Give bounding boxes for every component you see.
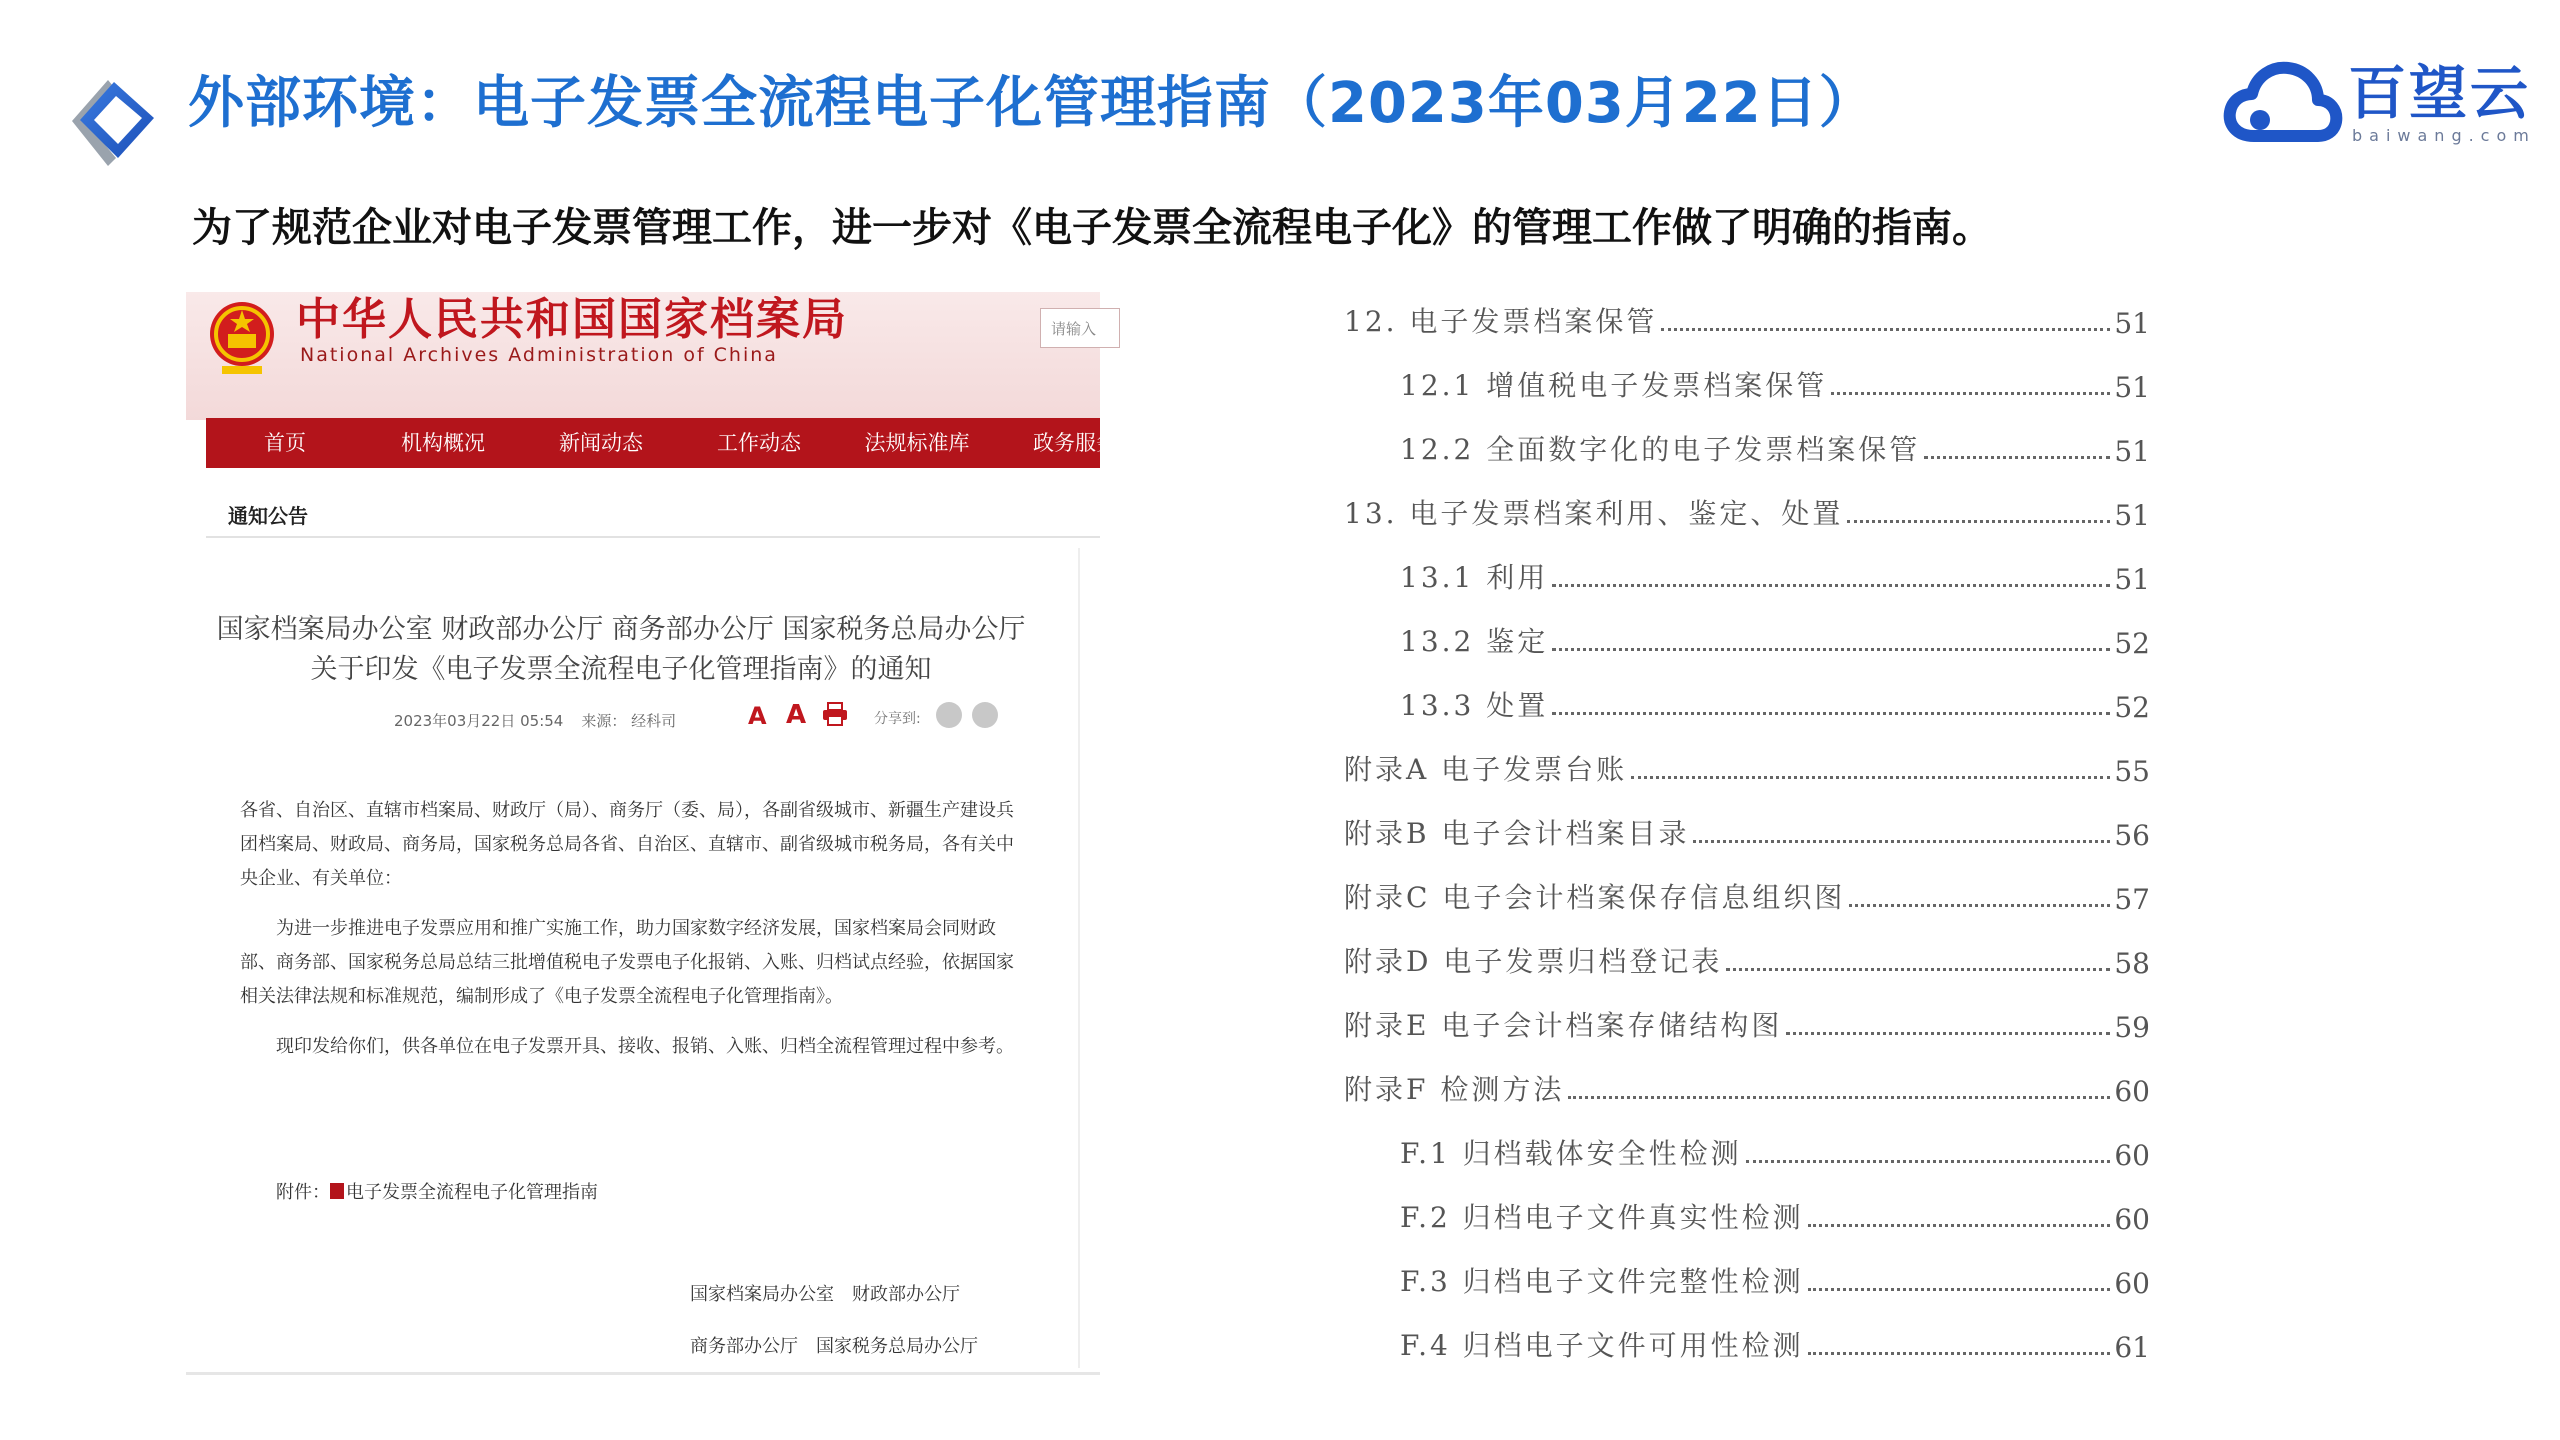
section-divider — [206, 536, 1100, 538]
slide-title: 外部环境：电子发票全流程电子化管理指南（2023年03月22日） — [188, 71, 1876, 136]
toc-entry-page: 60 — [2114, 1075, 2150, 1108]
toc-entry-title: 13.3 处置 — [1400, 689, 1549, 722]
toc-entry — [1344, 994, 2150, 1044]
site-nav — [206, 418, 1117, 468]
toc-entry — [1344, 482, 2150, 532]
toc-entry-page: 51 — [2114, 435, 2150, 468]
article-paragraph: 现印发给你们，供各单位在电子发票开具、接收、报销、入账、归档全流程管理过程中参考。 — [276, 1036, 1014, 1057]
toc-dot-leader — [1924, 456, 2110, 459]
toc-dot-leader — [1808, 1288, 2111, 1291]
toc-entry-page: 51 — [2114, 371, 2150, 404]
toc-entry-page: 51 — [2114, 307, 2150, 340]
toc-entry-title: F.2 归档电子文件真实性检测 — [1400, 1201, 1804, 1234]
toc-dot-leader — [1631, 776, 2110, 779]
site-name-cn: 中华人民共和国国家档案局 — [296, 294, 848, 345]
toc-entry-title: 附录C 电子会计档案保存信息组织图 — [1344, 881, 1846, 914]
toc-entry — [1400, 354, 2150, 404]
toc-entry-page: 51 — [2114, 563, 2150, 596]
signature-line: 国家档案局办公室 财政部办公厅 — [690, 1284, 960, 1305]
toc-dot-leader — [1552, 712, 2110, 715]
toc-dot-leader — [1568, 1096, 2110, 1099]
toc-entry-page: 61 — [2114, 1331, 2150, 1364]
toc-entry — [1344, 290, 2150, 340]
nav-item-work[interactable]: 工作动态 — [717, 431, 801, 455]
share-weibo-icon[interactable] — [972, 702, 998, 728]
site-name-en: National Archives Administration of China — [300, 344, 778, 366]
share-label: 分享到: — [874, 711, 921, 727]
toc-dot-leader — [1661, 328, 2110, 331]
toc-entry — [1400, 1314, 2150, 1364]
article-date: 2023年03月22日 05:54 — [394, 712, 564, 730]
toc-entry — [1400, 610, 2150, 660]
toc-entry-title: 12.2 全面数字化的电子发票档案保管 — [1400, 433, 1921, 466]
site-header — [186, 292, 1100, 420]
toc-entry — [1344, 738, 2150, 788]
brand-domain: baiwang.com — [2352, 126, 2536, 145]
toc-entry-page: 57 — [2114, 883, 2150, 916]
toc-entry-title: 13. 电子发票档案利用、鉴定、处置 — [1344, 497, 1844, 530]
attachment-link[interactable]: 电子发票全流程电子化管理指南 — [346, 1182, 598, 1203]
toc-entry-title: 附录B 电子会计档案目录 — [1344, 817, 1690, 850]
toc-dot-leader — [1726, 968, 2110, 971]
nav-item-home[interactable]: 首页 — [264, 431, 306, 455]
article-paragraph: 为进一步推进电子发票应用和推广实施工作，助力国家数字经济发展，国家档案局会同财政部、商务部、国家税务总局总结三批增值税电子发票电子化报销、入账、归档试点经验，依据国家相关法律法规和标准规范，编制形成了《电子发票全流程电子化管理指南》。 — [240, 918, 1014, 1007]
print-icon[interactable] — [822, 702, 848, 726]
toc-dot-leader — [1808, 1224, 2111, 1227]
slide-subtitle: 为了规范企业对电子发票管理工作，进一步对《电子发票全流程电子化》的管理工作做了明确的指南。 — [192, 205, 1992, 251]
toc-dot-leader — [1693, 840, 2110, 843]
table-of-contents — [1344, 290, 2154, 1370]
font-size-small-button[interactable]: A — [748, 702, 767, 730]
nav-item-news[interactable]: 新闻动态 — [559, 431, 643, 455]
toc-entry-title: 12. 电子发票档案保管 — [1344, 305, 1658, 338]
toc-entry-title: 附录D 电子发票归档登记表 — [1344, 945, 1723, 978]
toc-dot-leader — [1786, 1032, 2110, 1035]
toc-entry-page: 58 — [2114, 947, 2150, 980]
site-search-input[interactable]: 请输入 — [1040, 308, 1120, 348]
toc-dot-leader — [1831, 392, 2110, 395]
toc-entry — [1400, 546, 2150, 596]
document-icon — [330, 1183, 344, 1199]
signature-line: 商务部办公厅 国家税务总局办公厅 — [690, 1336, 978, 1357]
toc-entry-page: 60 — [2114, 1203, 2150, 1236]
nav-item-regulations[interactable]: 法规标准库 — [864, 431, 970, 455]
national-emblem-icon — [206, 294, 278, 380]
toc-dot-leader — [1849, 904, 2110, 907]
nav-item-about[interactable]: 机构概况 — [401, 431, 485, 455]
toc-entry-title: F.1 归档载体安全性检测 — [1400, 1137, 1742, 1170]
toc-dot-leader — [1746, 1160, 2111, 1163]
toc-entry-title: F.4 归档电子文件可用性检测 — [1400, 1329, 1804, 1362]
toc-entry-title: 13.2 鉴定 — [1400, 625, 1549, 658]
toc-entry — [1400, 1250, 2150, 1300]
cloud-icon — [2224, 60, 2342, 144]
toc-entry — [1344, 866, 2150, 916]
toc-entry — [1344, 802, 2150, 852]
section-tab-notices[interactable]: 通知公告 — [228, 504, 308, 528]
toc-dot-leader — [1808, 1352, 2111, 1355]
nav-item-services[interactable]: 政务服务 — [1033, 431, 1117, 455]
attachment-label: 附件： — [276, 1182, 330, 1203]
toc-entry-page: 56 — [2114, 819, 2150, 852]
toc-entry-title: F.3 归档电子文件完整性检测 — [1400, 1265, 1804, 1298]
share-wechat-icon[interactable] — [936, 702, 962, 728]
toc-entry — [1344, 1058, 2150, 1108]
brand-logo — [2224, 52, 2536, 152]
toc-entry-page: 52 — [2114, 627, 2150, 660]
toc-entry-page: 60 — [2114, 1267, 2150, 1300]
toc-entry-page: 60 — [2114, 1139, 2150, 1172]
toc-entry-title: 附录F 检测方法 — [1344, 1073, 1565, 1106]
article-title: 国家档案局办公室 财政部办公厅 商务部办公厅 国家税务总局办公厅关于印发《电子发票全流程电子化管理指南》的通知 — [216, 614, 1026, 685]
toc-entry — [1400, 674, 2150, 724]
toc-entry-title: 13.1 利用 — [1400, 561, 1549, 594]
toc-entry-title: 12.1 增值税电子发票档案保管 — [1400, 369, 1828, 402]
toc-entry — [1400, 1122, 2150, 1172]
toc-dot-leader — [1552, 584, 2110, 587]
attachment — [276, 1178, 598, 1204]
toc-entry — [1344, 930, 2150, 980]
toc-dot-leader — [1847, 520, 2110, 523]
toc-entry-page: 52 — [2114, 691, 2150, 724]
toc-entry — [1400, 418, 2150, 468]
brand-name: 百望云 — [2348, 59, 2532, 127]
toc-entry — [1400, 1186, 2150, 1236]
article-paragraph: 各省、自治区、直辖市档案局、财政厅（局）、商务厅（委、局），各副省级城市、新疆生产建设兵团档案局、财政局、商务局，国家税务总局各省、自治区、直辖市、副省级城市税务局，各有关中央企业、有关单位： — [240, 800, 1014, 889]
toc-dot-leader — [1552, 648, 2110, 651]
archives-website-screenshot — [186, 292, 1117, 1375]
toc-entry-page: 59 — [2114, 1011, 2150, 1044]
font-size-large-button[interactable]: A — [786, 700, 807, 730]
article-source: 来源： 经科司 — [581, 712, 677, 730]
toc-entry-title: 附录E 电子会计档案存储结构图 — [1344, 1009, 1783, 1042]
toc-entry-title: 附录A 电子发票台账 — [1344, 753, 1628, 786]
slide-logo-diamond-icon — [58, 66, 178, 176]
toc-entry-page: 51 — [2114, 499, 2150, 532]
article-meta — [394, 710, 676, 731]
toc-entry-page: 55 — [2114, 755, 2150, 788]
